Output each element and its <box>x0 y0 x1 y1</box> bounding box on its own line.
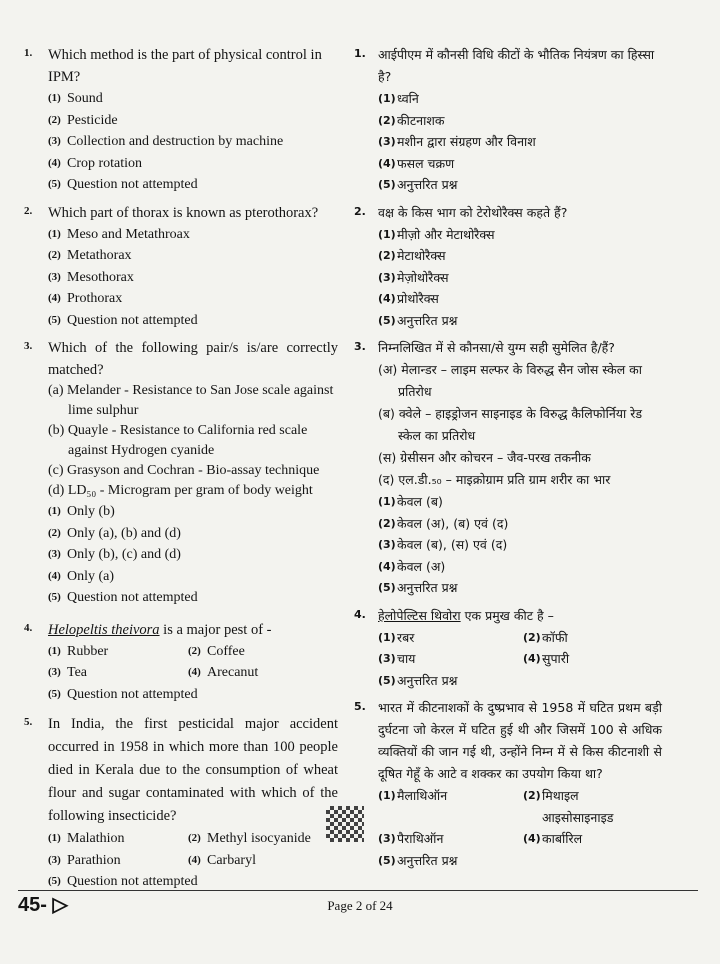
option-1: (1) ध्वनि <box>378 91 419 106</box>
options-grid <box>48 641 338 684</box>
statement-c: (स) ग्रेसीसन और कोचरन – जैव-परख तकनीक <box>378 450 591 465</box>
question-5-en <box>20 713 338 893</box>
option-2: (2) मेटाथोरैक्स <box>378 248 446 263</box>
option-2: (2) Only (a), (b) and (d) <box>48 525 181 541</box>
statements <box>378 359 662 491</box>
question-text: In India, the first pesticidal major accident occurred in 1958 in which more than 100 people died in Kerala due to the consumption of wheat flour and sugar contaminated with which of the following insecticide? <box>48 716 338 824</box>
option-4: (4) सुपारी <box>523 651 570 666</box>
question-number: 5. <box>24 716 33 728</box>
option-1: (1) मैलाथिऑन <box>378 788 448 803</box>
option-4: (4) Crop rotation <box>48 155 143 171</box>
statement-a: (a) Melander - Resistance to San Jose scale against lime sulphur <box>48 383 334 418</box>
pest-name: हेलोपेल्टिस थिवोरा <box>378 607 461 623</box>
options-grid <box>378 785 662 850</box>
option-5: (5) अनुत्तरित प्रश्न <box>378 580 458 595</box>
booklet-code: 45- ▷ <box>18 894 68 916</box>
statement-b: (ब) क्वेले – हाइड्रोजन साइनाइड के विरुद्ध कैलिफोर्निया रेड स्केल का प्रतिरोध <box>378 406 643 443</box>
option-1: (1) रबर <box>378 629 415 645</box>
question-3-hi <box>350 337 662 599</box>
option-1: (1) Only (b) <box>48 504 115 519</box>
option-3: (3) Tea <box>48 665 88 680</box>
option-1: (1) Rubber <box>48 643 109 659</box>
statement-d: (द) एल.डी.₅₀ – माइक्रोग्राम प्रति ग्राम शरीर का भार <box>378 472 611 487</box>
option-5: (5) अनुत्तरित प्रश्न <box>378 177 458 192</box>
option-2: (2) कीटनाशक <box>378 112 445 128</box>
option-5: (5) Question not attempted <box>48 312 198 328</box>
statement-a: (अ) मेलान्डर – लाइम सल्फर के विरुद्ध सैन जोस स्केल का प्रतिरोध <box>378 362 643 399</box>
option-2: (2) केवल (अ), (ब) एवं (द) <box>378 515 509 531</box>
question-number: 4. <box>24 621 33 634</box>
question-text: हेलोपेल्टिस थिवोरा एक प्रमुख कीट है – <box>378 607 554 623</box>
option-5: (5) Question not attempted <box>48 874 198 889</box>
question-text: Which method is the part of physical control in IPM? <box>48 47 322 85</box>
option-5: (5) अनुत्तरित प्रश्न <box>378 672 458 688</box>
question-2-hi <box>350 202 662 332</box>
option-3: (3) मशीन द्वारा संग्रहण और विनाश <box>378 134 536 149</box>
footer-divider <box>18 890 698 891</box>
option-2: (2) कॉफी <box>523 629 568 645</box>
option-3: (3) केवल (ब), (स) एवं (द) <box>378 537 508 552</box>
option-3: (3) पैराथिऑन <box>378 831 444 846</box>
options-grid <box>378 627 662 670</box>
question-number: 1. <box>354 47 366 60</box>
option-4: (4) कार्बारिल <box>523 831 583 846</box>
option-1: (1) केवल (ब) <box>378 494 443 509</box>
option-1: (1) Sound <box>48 91 103 106</box>
option-4: (4) Prothorax <box>48 291 123 306</box>
question-number: 5. <box>354 700 366 713</box>
option-3: (3) Only (b), (c) and (d) <box>48 547 181 562</box>
option-5: (5) अनुत्तरित प्रश्न <box>378 312 458 328</box>
question-text: निम्नलिखित में से कौनसा/से युग्म सही सुमेलित है/हैं? <box>378 340 615 355</box>
option-5: (5) Question not attempted <box>48 177 198 192</box>
option-3: (3) चाय <box>378 651 416 666</box>
hindi-column <box>350 44 662 877</box>
question-text: Helopeltis theivora is a major pest of - <box>48 621 272 638</box>
question-number: 2. <box>24 204 33 217</box>
option-5: (5) Question not attempted <box>48 686 198 702</box>
options-grid <box>48 828 338 871</box>
question-3-en <box>20 337 338 609</box>
question-number: 3. <box>24 340 33 352</box>
option-5: (5) Question not attempted <box>48 590 198 605</box>
option-4: (4) प्रोथोरैक्स <box>378 291 439 306</box>
option-4: (4) Carbaryl <box>188 852 256 868</box>
question-number: 2. <box>354 204 366 218</box>
option-4: (4) फसल चक्रण <box>378 155 455 171</box>
statements <box>48 381 338 501</box>
option-2: (2) मिथाइल आइसोसाइनाइड <box>523 788 614 825</box>
question-text: आईपीएम में कौनसी विधि कीटों के भौतिक नियंत्रण का हिस्सा है? <box>378 47 655 84</box>
question-text: वक्ष के किस भाग को टेरोथोरैक्स कहते हैं? <box>378 204 568 220</box>
option-4: (4) Only (a) <box>48 568 115 584</box>
option-2: (2) Pesticide <box>48 112 118 128</box>
question-4-en <box>20 619 338 706</box>
question-1-hi <box>350 44 662 196</box>
question-text: भारत में कीटनाशकों के दुष्प्रभाव से 1958 में घटित प्रथम बड़ी दुर्घटना जो केरल में घटित हुई थी और जिसमें 100 से अधिक व्यक्तियों की जान गई थी, उन्होंने निम्न में से किस कीटनाशी से दूषित गेहूँ के आटे व शक्कर का उपयोग किया था? <box>378 700 662 781</box>
statement-d: (d) LD₅₀ - Microgram per gram of body weight <box>48 483 313 498</box>
option-2: (2) Metathorax <box>48 248 132 263</box>
option-4: (4) Arecanut <box>188 665 259 680</box>
english-column <box>20 44 338 899</box>
question-1-en <box>20 44 338 196</box>
statement-b: (b) Quayle - Resistance to California red scale against Hydrogen cyanide <box>48 423 308 458</box>
question-5-hi <box>350 697 662 871</box>
option-1: (1) मीज़ो और मेटाथोरैक्स <box>378 226 495 242</box>
question-4-hi <box>350 605 662 692</box>
option-2: (2) Methyl isocyanide <box>188 831 311 846</box>
option-4: (4) केवल (अ) <box>378 558 446 574</box>
question-text: Which part of thorax is known as pterothorax? <box>48 204 319 221</box>
option-3: (3) Collection and destruction by machine <box>48 134 284 149</box>
option-1: (1) Meso and Metathroax <box>48 226 190 242</box>
page-number: Page 2 of 24 <box>327 898 393 913</box>
question-number: 4. <box>354 607 366 621</box>
option-1: (1) Malathion <box>48 831 125 846</box>
question-number: 3. <box>354 340 366 353</box>
question-number: 1. <box>24 47 33 59</box>
pest-name: Helopeltis theivora <box>48 621 160 638</box>
option-3: (3) Parathion <box>48 852 121 868</box>
option-2: (2) Coffee <box>188 643 245 659</box>
option-3: (3) मेज़ोथोरैक्स <box>378 269 449 285</box>
option-3: (3) Mesothorax <box>48 269 134 285</box>
question-2-en <box>20 202 338 332</box>
statement-c: (c) Grasyson and Cochran - Bio-assay technique <box>48 463 320 478</box>
option-5: (5) अनुत्तरित प्रश्न <box>378 852 458 868</box>
question-text: Which of the following pair/s is/are correctly matched? <box>48 340 338 378</box>
